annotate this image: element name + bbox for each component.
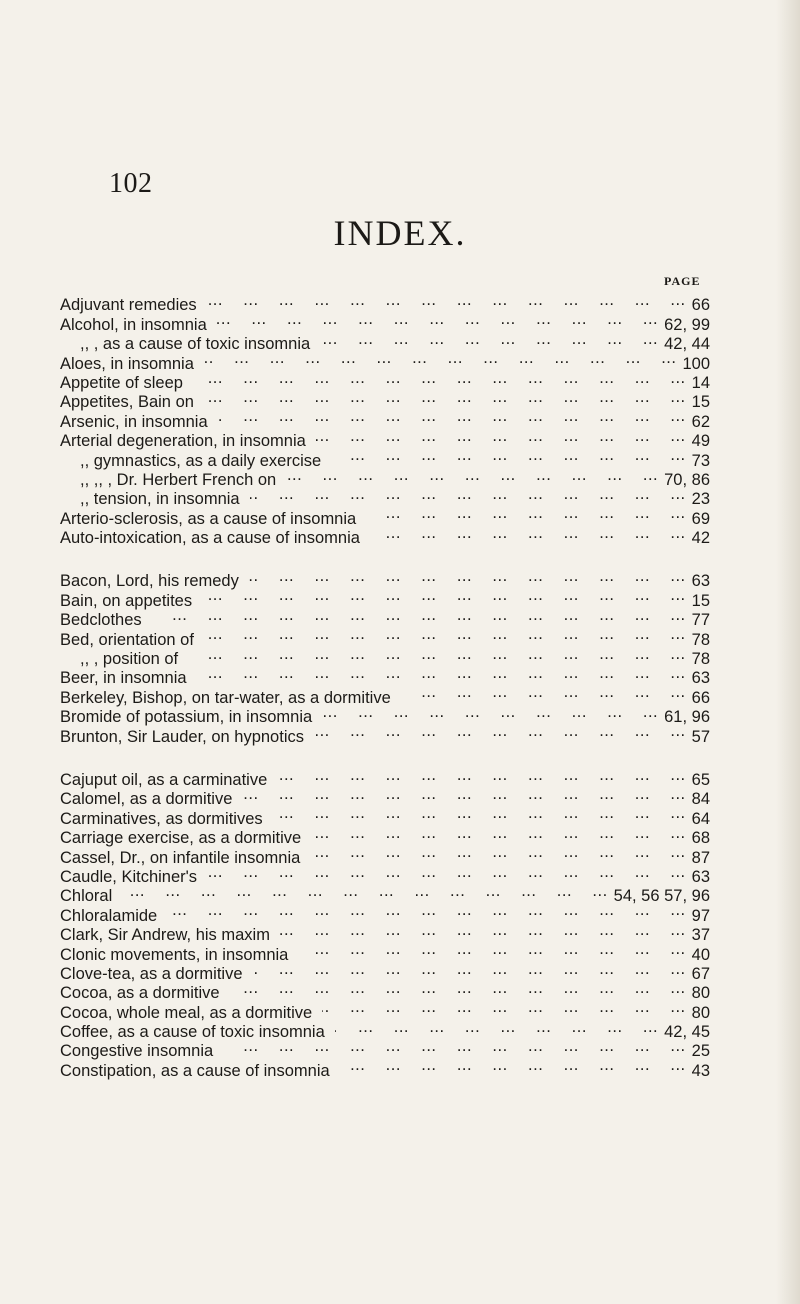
dot-leader — [207, 863, 686, 882]
index-term: Carminatives, as dormitives — [60, 809, 263, 828]
index-term: Coffee, as a cause of toxic insomnia — [60, 1023, 325, 1042]
dot-leader — [152, 606, 686, 625]
index-term: ,, , position of — [80, 650, 179, 669]
dot-leader — [314, 722, 686, 741]
index-entry — [60, 901, 710, 925]
index-term: Bain, on appetites — [60, 591, 193, 610]
index-entry — [60, 606, 710, 630]
index-term: Aloes, in insomnia — [60, 354, 194, 373]
index-term: Appetites, Bain on — [60, 393, 194, 412]
page-reference: 78 — [691, 630, 710, 649]
page-reference: 67 — [691, 964, 710, 983]
index-term: Appetite of sleep — [60, 373, 183, 392]
index-term: Caudle, Kitchiner's — [60, 867, 198, 886]
page-reference: 63 — [691, 669, 710, 688]
dot-leader — [253, 960, 686, 979]
dot-leader — [335, 1018, 658, 1037]
index-term: ,, gymnastics, as a daily exercise — [80, 451, 322, 470]
page-reference: 97 — [691, 906, 710, 925]
page-column-label: PAGE — [664, 274, 701, 288]
index-term: Carriage exercise, as a dormitive — [60, 829, 302, 848]
dot-leader — [122, 882, 607, 901]
dot-leader — [223, 1037, 685, 1056]
dot-leader — [310, 843, 685, 862]
dot-leader — [204, 349, 677, 368]
page-reference: 80 — [691, 984, 710, 1003]
index-term: Bedclothes — [60, 611, 142, 630]
index-term: Alcohol, in insomnia — [60, 315, 207, 334]
index-term: Adjuvant remedies — [60, 296, 197, 315]
page-reference: 42, 44 — [664, 335, 710, 354]
page-reference: 64 — [691, 809, 710, 828]
dot-leader — [207, 291, 686, 310]
page-reference: 70, 86 — [664, 470, 710, 489]
page-reference: 42 — [691, 529, 710, 548]
page-reference: 73 — [691, 451, 710, 470]
dot-leader — [277, 766, 685, 785]
page-number: 102 — [109, 168, 153, 199]
page-reference: 78 — [691, 650, 710, 669]
dot-leader — [242, 785, 685, 804]
page-reference: 14 — [691, 373, 710, 392]
dot-leader — [298, 940, 685, 959]
page-reference: 66 — [691, 688, 710, 707]
page-reference: 77 — [691, 611, 710, 630]
dot-leader — [218, 407, 686, 426]
dot-leader — [322, 703, 658, 722]
dot-leader — [204, 625, 686, 644]
index-section — [60, 766, 710, 1080]
page-reference: 65 — [691, 770, 710, 789]
page-reference: 23 — [691, 490, 710, 509]
dot-leader — [366, 504, 685, 523]
index-term: Bed, orientation of — [60, 630, 194, 649]
index-term: Congestive insomnia — [60, 1042, 214, 1061]
index-entry — [60, 882, 710, 906]
index-term: Bromide of potassium, in insomnia — [60, 708, 313, 727]
dot-leader — [401, 683, 686, 702]
page-reference: 100 — [682, 354, 710, 373]
page-edge-shadow — [776, 0, 800, 1304]
page-reference: 25 — [691, 1042, 710, 1061]
index-term: Cassel, Dr., on infantile insomnia — [60, 848, 301, 867]
index-term: Constipation, as a cause of insomnia — [60, 1061, 330, 1080]
dot-leader — [217, 310, 658, 329]
index-term: Berkeley, Bishop, on tar-water, as a dormitive — [60, 688, 391, 707]
dot-leader — [193, 369, 686, 388]
page-reference: 62, 99 — [664, 315, 710, 334]
page-reference: 43 — [691, 1061, 710, 1080]
page-reference: 62 — [691, 412, 710, 431]
dot-leader — [316, 427, 686, 446]
index-entry — [60, 625, 710, 649]
page-reference: 40 — [691, 945, 710, 964]
index-term: ,, tension, in insomnia — [80, 490, 240, 509]
dot-leader — [322, 998, 685, 1017]
dot-leader — [197, 664, 686, 683]
index-term: Clark, Sir Andrew, his maxim — [60, 926, 270, 945]
page-reference: 84 — [691, 790, 710, 809]
page-reference: 61, 96 — [664, 708, 710, 727]
dot-leader — [331, 446, 685, 465]
dot-leader — [188, 645, 686, 664]
dot-leader — [204, 388, 686, 407]
page-reference: 66 — [691, 296, 710, 315]
page-reference: 80 — [691, 1003, 710, 1022]
dot-leader — [370, 524, 686, 543]
page-reference: 15 — [691, 393, 710, 412]
index-entry — [60, 291, 710, 315]
dot-leader — [273, 804, 686, 823]
index-term: Chloral — [60, 887, 113, 906]
index-section — [60, 567, 710, 746]
index-term: ,, , as a cause of toxic insomnia — [80, 335, 311, 354]
page-reference: 37 — [691, 926, 710, 945]
index-term: Auto-intoxication, as a cause of insomnia — [60, 529, 360, 548]
page-title: INDEX. — [333, 213, 467, 253]
dot-leader — [250, 485, 686, 504]
page-reference: 15 — [691, 591, 710, 610]
index-term: Brunton, Sir Lauder, on hypnotics — [60, 727, 304, 746]
dot-leader — [249, 567, 686, 586]
index-term: Arterio-sclerosis, as a cause of insomnia — [60, 509, 357, 528]
dot-leader — [280, 921, 686, 940]
page-reference: 63 — [691, 572, 710, 591]
page-reference: 54, 56 57, 96 — [613, 887, 710, 906]
page-reference: 49 — [691, 432, 710, 451]
index-term: Clonic movements, in insomnia — [60, 945, 289, 964]
page-reference: 68 — [691, 829, 710, 848]
index-term: Arsenic, in insomnia — [60, 412, 208, 431]
index-term: Bacon, Lord, his remedy — [60, 572, 239, 591]
index-term: Clove-tea, as a dormitive — [60, 964, 243, 983]
index-entry — [60, 766, 710, 789]
dot-leader — [320, 330, 658, 349]
dot-leader — [230, 979, 686, 998]
page-reference: 63 — [691, 867, 710, 886]
page-reference: 87 — [691, 848, 710, 867]
index-term: Beer, in insomnia — [60, 669, 187, 688]
dot-leader — [311, 824, 685, 843]
dot-leader — [202, 586, 686, 605]
index-term: Cajuput oil, as a carminative — [60, 770, 268, 789]
page-reference: 57 — [691, 727, 710, 746]
index-term: ,, ,, , Dr. Herbert French on — [80, 470, 277, 489]
dot-leader — [340, 1056, 686, 1075]
index-term: Arterial degeneration, in insomnia — [60, 432, 306, 451]
index-term: Calomel, as a dormitive — [60, 790, 233, 809]
dot-leader — [167, 901, 685, 920]
page-reference: 69 — [691, 509, 710, 528]
page-reference: 42, 45 — [664, 1023, 710, 1042]
index-section — [60, 291, 710, 548]
index-term: Cocoa, as a dormitive — [60, 984, 220, 1003]
index-entries — [60, 291, 710, 1100]
index-term: Cocoa, whole meal, as a dormitive — [60, 1003, 313, 1022]
index-entry — [60, 567, 710, 591]
dot-leader — [286, 466, 658, 485]
index-term: Chloralamide — [60, 906, 158, 925]
